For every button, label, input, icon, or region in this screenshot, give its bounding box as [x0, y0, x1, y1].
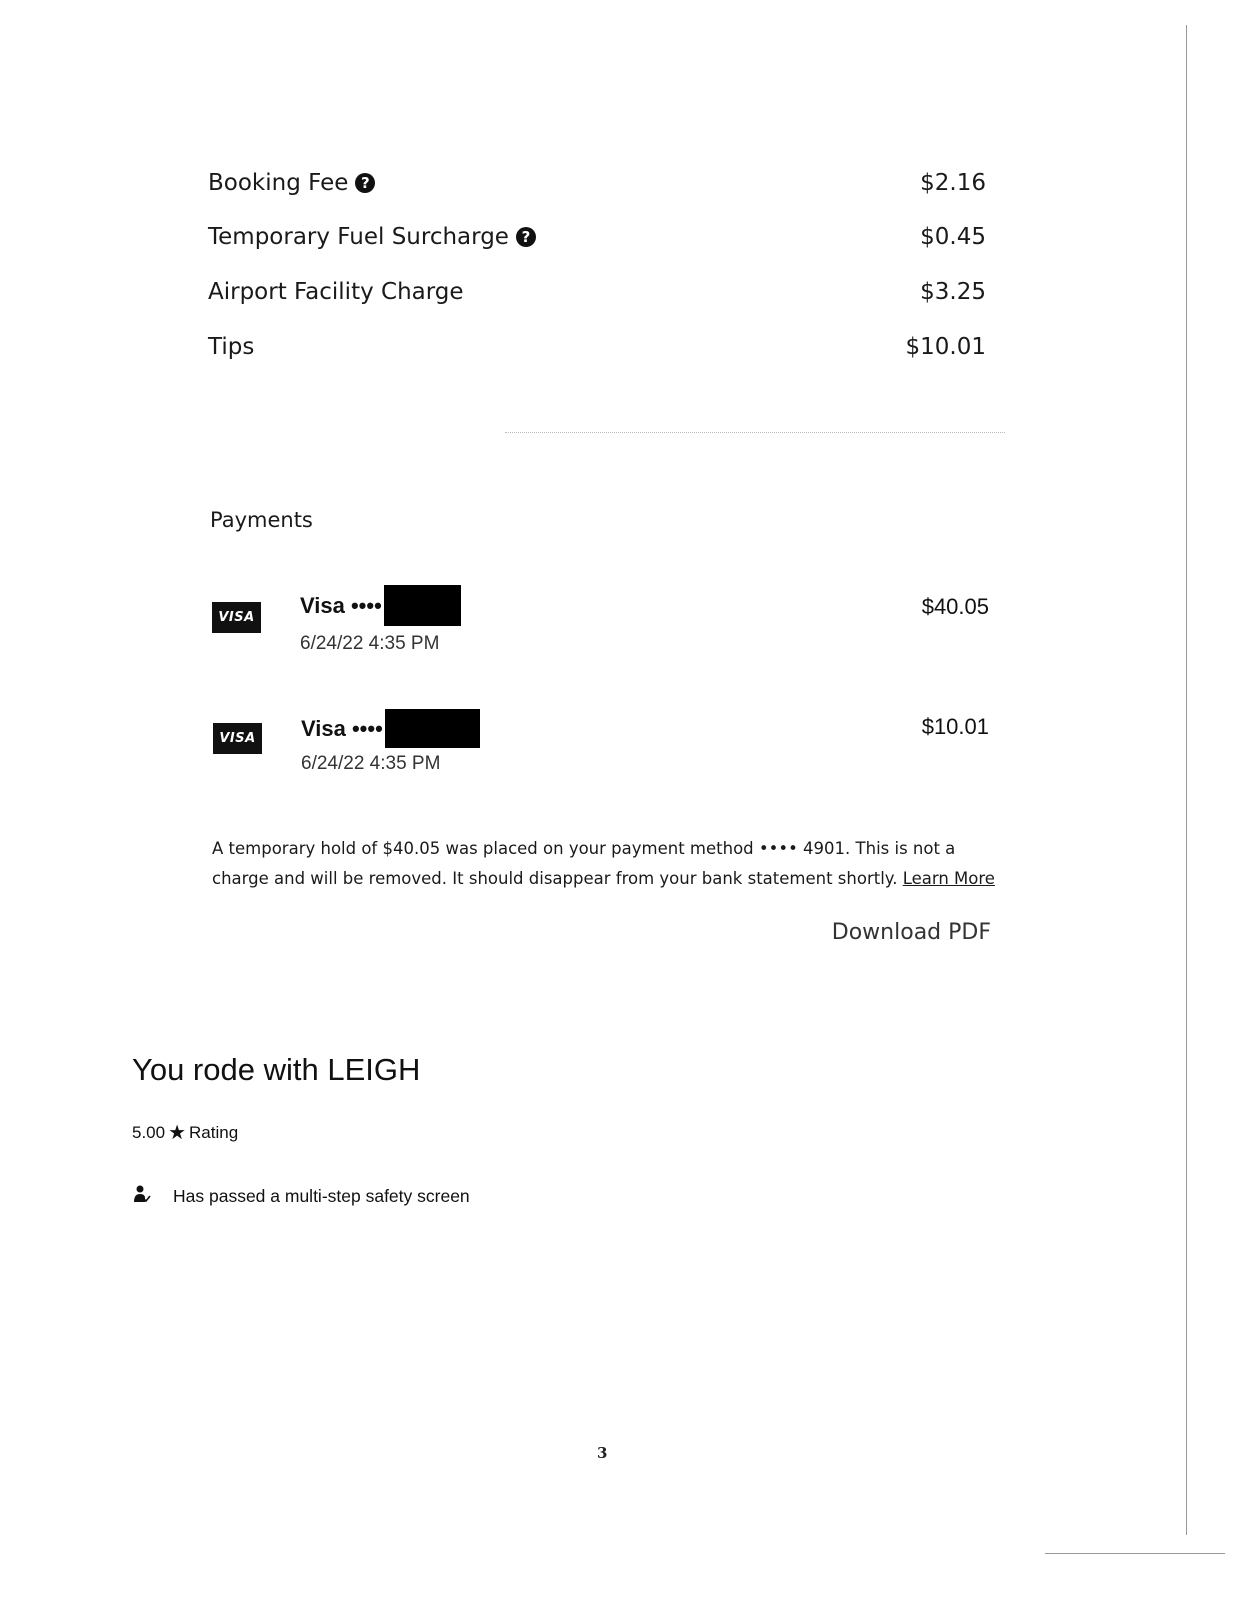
payment-card-name	[300, 585, 461, 626]
rating-value: 5.00	[132, 1122, 166, 1142]
redaction-box	[385, 709, 480, 748]
safety-text: Has passed a multi-step safety screen	[173, 1186, 470, 1206]
fee-label-airport	[208, 279, 464, 305]
driver-rating	[132, 1120, 238, 1145]
safety-badge	[133, 1184, 470, 1209]
person-check-icon	[133, 1184, 155, 1209]
question-circle-icon[interactable]: ?	[516, 227, 536, 247]
page-number: 3	[597, 1444, 608, 1462]
hold-notice	[212, 834, 1002, 894]
fee-label-text: Temporary Fuel Surcharge	[208, 224, 509, 250]
redaction-box	[384, 585, 461, 626]
payments-title: Payments	[210, 508, 313, 532]
card-label: Visa ••••	[300, 592, 382, 618]
payment-date: 6/24/22 4:35 PM	[300, 633, 440, 654]
payment-amount: $40.05	[921, 594, 989, 619]
fee-amount-fuel: $0.45	[920, 224, 986, 250]
fee-label-booking	[208, 170, 375, 196]
payment-amount: $10.01	[921, 714, 989, 739]
section-divider	[505, 432, 1005, 433]
fee-label-text: Airport Facility Charge	[208, 279, 464, 305]
rating-label: Rating	[189, 1122, 239, 1142]
fee-amount-tips: $10.01	[905, 334, 986, 360]
fee-amount-airport: $3.25	[920, 279, 986, 305]
payment-date: 6/24/22 4:35 PM	[301, 753, 441, 774]
payment-card-name	[301, 709, 480, 748]
card-label: Visa ••••	[301, 715, 383, 741]
driver-title: You rode with LEIGH	[132, 1052, 421, 1087]
question-circle-icon[interactable]: ?	[355, 173, 375, 193]
fee-label-text: Booking Fee	[208, 170, 349, 196]
fee-label-text: Tips	[208, 334, 255, 360]
hold-notice-text: A temporary hold of $40.05 was placed on your payment method •••• 4901. This is not a charge and will be removed. It should disappear from your bank statement shortly.	[212, 839, 956, 888]
fee-label-fuel	[208, 224, 536, 250]
download-pdf-link[interactable]: Download PDF	[831, 920, 991, 945]
scan-edge-line	[1186, 25, 1187, 1535]
learn-more-link[interactable]: Learn More	[902, 869, 995, 888]
fee-label-tips	[208, 334, 254, 360]
visa-card-icon: VISA	[212, 602, 261, 633]
visa-card-icon: VISA	[213, 723, 262, 754]
scan-edge-line	[1045, 1553, 1225, 1554]
star-icon: ★	[168, 1122, 187, 1144]
fee-amount-booking: $2.16	[920, 170, 986, 196]
